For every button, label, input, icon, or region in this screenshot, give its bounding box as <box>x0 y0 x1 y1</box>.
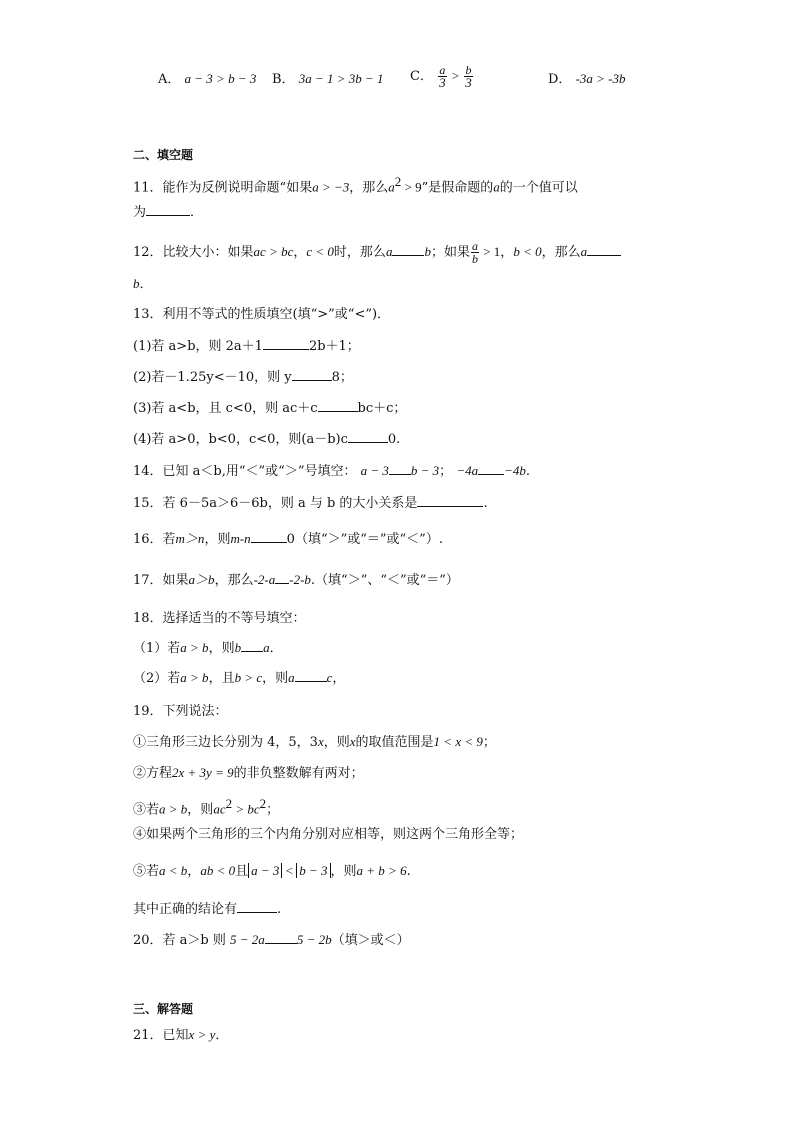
q20-expr-2: 5 − 2b <box>296 932 332 947</box>
q18-2-var-a: a <box>288 670 295 685</box>
answer-blank[interactable] <box>292 368 332 381</box>
option-d <box>548 70 626 89</box>
q19-5-end: . <box>406 864 411 879</box>
q19-5-text-1: ⑤若 <box>133 864 160 879</box>
q11-expr-1: a > −3 <box>312 179 350 195</box>
q11-end: ． <box>190 205 204 220</box>
question-19-conclusion <box>133 900 281 919</box>
q19-5-abs-2: b − 3 <box>296 863 330 878</box>
q19-1-text-2: ，则 <box>323 735 350 750</box>
q13-3-text: (3)若 a<b，且 c<0，则 ac＋c <box>133 401 318 416</box>
q17-expr-2: -2-a <box>253 572 276 587</box>
question-11 <box>133 173 578 197</box>
option-c-frac1: $\frac{a}{3}$ <box>439 63 446 90</box>
q13-4-text: (4)若 a>0，b<0，c<0，则(a－b)c <box>133 432 348 447</box>
q18-2-var-c: c <box>326 670 333 685</box>
q18-1-var-a: a <box>263 640 270 655</box>
q18-1-text-2: ，则 <box>208 641 235 656</box>
answer-blank[interactable] <box>478 462 504 475</box>
q14-end: . <box>525 464 531 479</box>
q11-exponent: 2 <box>394 174 402 189</box>
q11-text-2: ，那么 <box>349 180 389 196</box>
q17-text-1: 17．如果 <box>133 573 189 588</box>
question-16 <box>133 530 443 549</box>
question-19-item-4: ④如果两个三角形的三个内角分别对应相等，则这两个三角形全等； <box>133 827 524 842</box>
q13-3-end: bc＋c； <box>357 401 407 416</box>
answer-blank[interactable] <box>392 243 424 256</box>
q19-1-var2: x <box>349 734 356 749</box>
q19-3-text-2: ，则 <box>187 802 214 818</box>
answer-blank[interactable] <box>417 494 483 507</box>
question-19-item-2 <box>133 764 364 783</box>
q19-5-text-4: ，则 <box>330 864 357 879</box>
question-13-stem: 13．利用不等式的性质填空(填“>”或“<”)． <box>133 307 391 322</box>
q13-4-end: 0. <box>387 432 401 447</box>
q12-text-5: > 1 <box>479 244 501 259</box>
q11-text-5: 为 <box>133 205 147 220</box>
q12-text-4: ；如果 <box>430 245 470 260</box>
q21-end: ． <box>215 1028 229 1043</box>
q13-1-end: 2b＋1； <box>308 339 360 354</box>
question-12 <box>133 240 621 265</box>
q17-text-2: ，那么 <box>214 573 254 588</box>
q18-2-text-3: ，则 <box>262 671 289 686</box>
q19-1-expr: 1 < x < 9 <box>433 734 483 749</box>
answer-blank[interactable] <box>348 430 388 443</box>
q19-5-abs-1: a − 3 <box>248 863 282 878</box>
q19-2-text-2: 的非负整数解有两对； <box>233 766 364 781</box>
option-b-expr: 3a − 1 > 3b − 1 <box>298 71 384 86</box>
answer-blank[interactable] <box>241 639 263 652</box>
q19-3-end: ； <box>266 802 280 818</box>
q19-3-text-1: ③若 <box>133 802 160 818</box>
q19-conclusion-text: 其中正确的结论有 <box>133 902 238 917</box>
q12-text-7: ，那么 <box>541 245 581 260</box>
q19-3-exp1: 2 <box>225 796 233 811</box>
q21-expr: x > y <box>188 1027 216 1042</box>
q19-conclusion-end: . <box>277 902 282 917</box>
answer-blank[interactable] <box>295 669 327 682</box>
q18-1-text-1: （1）若 <box>133 641 181 656</box>
answer-blank[interactable] <box>587 243 621 256</box>
q11-var: a <box>493 179 500 195</box>
q19-1-text-1: ①三角形三边长分别为 4，5，3 <box>133 735 318 750</box>
q19-2-text-1: ②方程 <box>133 766 173 781</box>
option-c-label: C． <box>410 69 433 84</box>
question-13-3 <box>133 399 406 418</box>
q13-2-text: (2)若－1.25y<－10，则 y <box>133 370 292 385</box>
q11-text-1: 11．能作为反例说明命题“如果 <box>133 180 313 196</box>
q17-expr-1: a＞b <box>188 572 215 587</box>
q18-2-expr-2: b > c <box>234 670 263 685</box>
q21-text: 21．已知 <box>133 1028 189 1043</box>
answer-blank[interactable] <box>263 337 309 350</box>
q19-3-expr: a > b <box>159 801 188 817</box>
answer-blank[interactable] <box>275 571 289 584</box>
option-d-label: D． <box>548 72 572 87</box>
q19-5-expr-1: a < b <box>159 863 188 878</box>
q19-2-expr: 2x + 3y = 9 <box>172 765 234 780</box>
question-13-4 <box>133 430 400 449</box>
question-14 <box>133 462 530 481</box>
q18-2-end: ， <box>332 671 346 686</box>
answer-blank[interactable] <box>251 530 287 543</box>
q19-1-end: ； <box>482 735 496 750</box>
question-21 <box>133 1026 228 1045</box>
q18-2-text-1: （2）若 <box>133 671 181 686</box>
q19-5-text-2: ， <box>187 864 201 879</box>
option-c <box>410 64 474 89</box>
option-a <box>158 70 256 89</box>
q13-1-text: (1)若 a>b，则 2a＋1 <box>133 339 263 354</box>
q12-text-1: 12．比较大小：如果 <box>133 245 254 260</box>
question-18-stem: 18．选择适当的不等号填空： <box>133 611 306 626</box>
q15-end: . <box>483 496 488 511</box>
q16-text-3: 0（填“＞”或“＝”或“＜”）. <box>286 532 443 547</box>
q12-var-a2: a <box>580 244 588 259</box>
section-title-solutions: 三、解答题 <box>133 1002 194 1016</box>
q12-var-a: a <box>385 244 393 259</box>
answer-blank[interactable] <box>237 900 277 913</box>
q14-expr-1b: b − 3 <box>410 463 440 478</box>
question-13-1 <box>133 337 360 356</box>
q19-1-var: x <box>317 734 324 749</box>
option-a-expr: a − 3 > b − 3 <box>184 71 257 86</box>
question-17 <box>133 571 459 590</box>
q16-expr-1: m＞n <box>175 531 205 546</box>
q12-text-3: 时，那么 <box>333 245 386 260</box>
q14-expr-1a: a − 3 <box>360 463 389 478</box>
q16-text-1: 16．若 <box>133 532 176 547</box>
q18-2-text-2: ，且 <box>208 671 235 686</box>
q19-5-lt: < <box>282 863 297 878</box>
q12-text-2: ， <box>293 245 307 260</box>
q20-text-2: （填＞或＜） <box>331 933 410 948</box>
q19-5-expr-2: ab < 0 <box>200 863 236 878</box>
q20-expr-1: 5 − 2a <box>230 932 265 947</box>
q12-var-b2: b <box>133 276 140 291</box>
answer-blank[interactable] <box>318 399 358 412</box>
q14-expr-2b: −4b <box>504 463 526 478</box>
q15-text: 15．若 6－5a＞6－6b，则 a 与 b 的大小关系是 <box>133 496 418 511</box>
question-19-stem: 19．下列说法： <box>133 704 228 719</box>
question-12-line2 <box>133 275 153 294</box>
q11-text-4: 的一个值可以 <box>499 180 578 196</box>
q20-text-1: 20．若 a＞b 则 <box>133 933 226 948</box>
q18-1-expr: a > b <box>180 640 209 655</box>
q12-expr-3: b < 0 <box>513 244 542 259</box>
q16-expr-2: m-n <box>230 531 251 546</box>
q14-text-2: ； <box>439 464 453 479</box>
question-18-2 <box>133 669 345 688</box>
q14-expr-2a: −4a <box>456 463 479 478</box>
question-20 <box>133 931 410 950</box>
q12-var-b: b <box>424 244 431 259</box>
option-a-label: A． <box>158 72 181 87</box>
q14-text-1: 14．已知 a＜b,用“＜”或“＞”号填空： <box>133 464 357 479</box>
q11-expr-2b: > 9 <box>401 179 422 195</box>
q19-5-text-3: 且 <box>235 864 249 879</box>
question-19-item-1 <box>133 733 496 752</box>
question-19-item-3 <box>133 795 279 819</box>
q12-expr-1: ac > bc <box>253 244 294 259</box>
q19-3-ac: ac <box>213 801 226 817</box>
answer-blank[interactable] <box>389 462 411 475</box>
q18-1-var-b: b <box>234 640 242 655</box>
q18-1-end: ． <box>269 641 283 656</box>
q18-2-expr-1: a > b <box>180 670 209 685</box>
option-c-frac2: $\frac{b}{3}$ <box>465 63 472 90</box>
answer-blank[interactable] <box>146 203 190 216</box>
question-11-line2 <box>133 203 203 222</box>
question-13-2 <box>133 368 353 387</box>
option-d-expr: -3a > -3b <box>575 71 626 86</box>
q13-2-end: 8； <box>331 370 353 385</box>
option-c-gt: > <box>451 68 460 83</box>
question-15 <box>133 494 488 513</box>
section-title-fill-in: 二、填空题 <box>133 148 194 162</box>
q19-5-expr-3: a + b > 6 <box>356 863 407 878</box>
q17-text-3: .（填“＞”、“＜”或“＝”） <box>310 573 459 588</box>
q12-end: ． <box>139 277 153 292</box>
q19-3-exp2: 2 <box>259 796 267 811</box>
option-b-label: B． <box>272 72 295 87</box>
q12-text-6: ， <box>500 245 514 260</box>
q11-expr-2a: a <box>388 179 395 195</box>
q12-expr-2: c < 0 <box>306 244 334 259</box>
option-b <box>272 70 384 89</box>
q17-expr-3: -2-b <box>289 572 311 587</box>
q16-text-2: ，则 <box>204 532 231 547</box>
q12-fraction: $\frac{a}{b}$ <box>471 239 478 266</box>
q11-text-3: ”是假命题的 <box>421 180 494 196</box>
q19-1-text-3: 的取值范围是 <box>355 735 434 750</box>
answer-blank[interactable] <box>265 931 297 944</box>
q19-3-bc: > bc <box>232 801 260 817</box>
question-19-item-5 <box>133 862 411 881</box>
question-18-1 <box>133 639 283 658</box>
